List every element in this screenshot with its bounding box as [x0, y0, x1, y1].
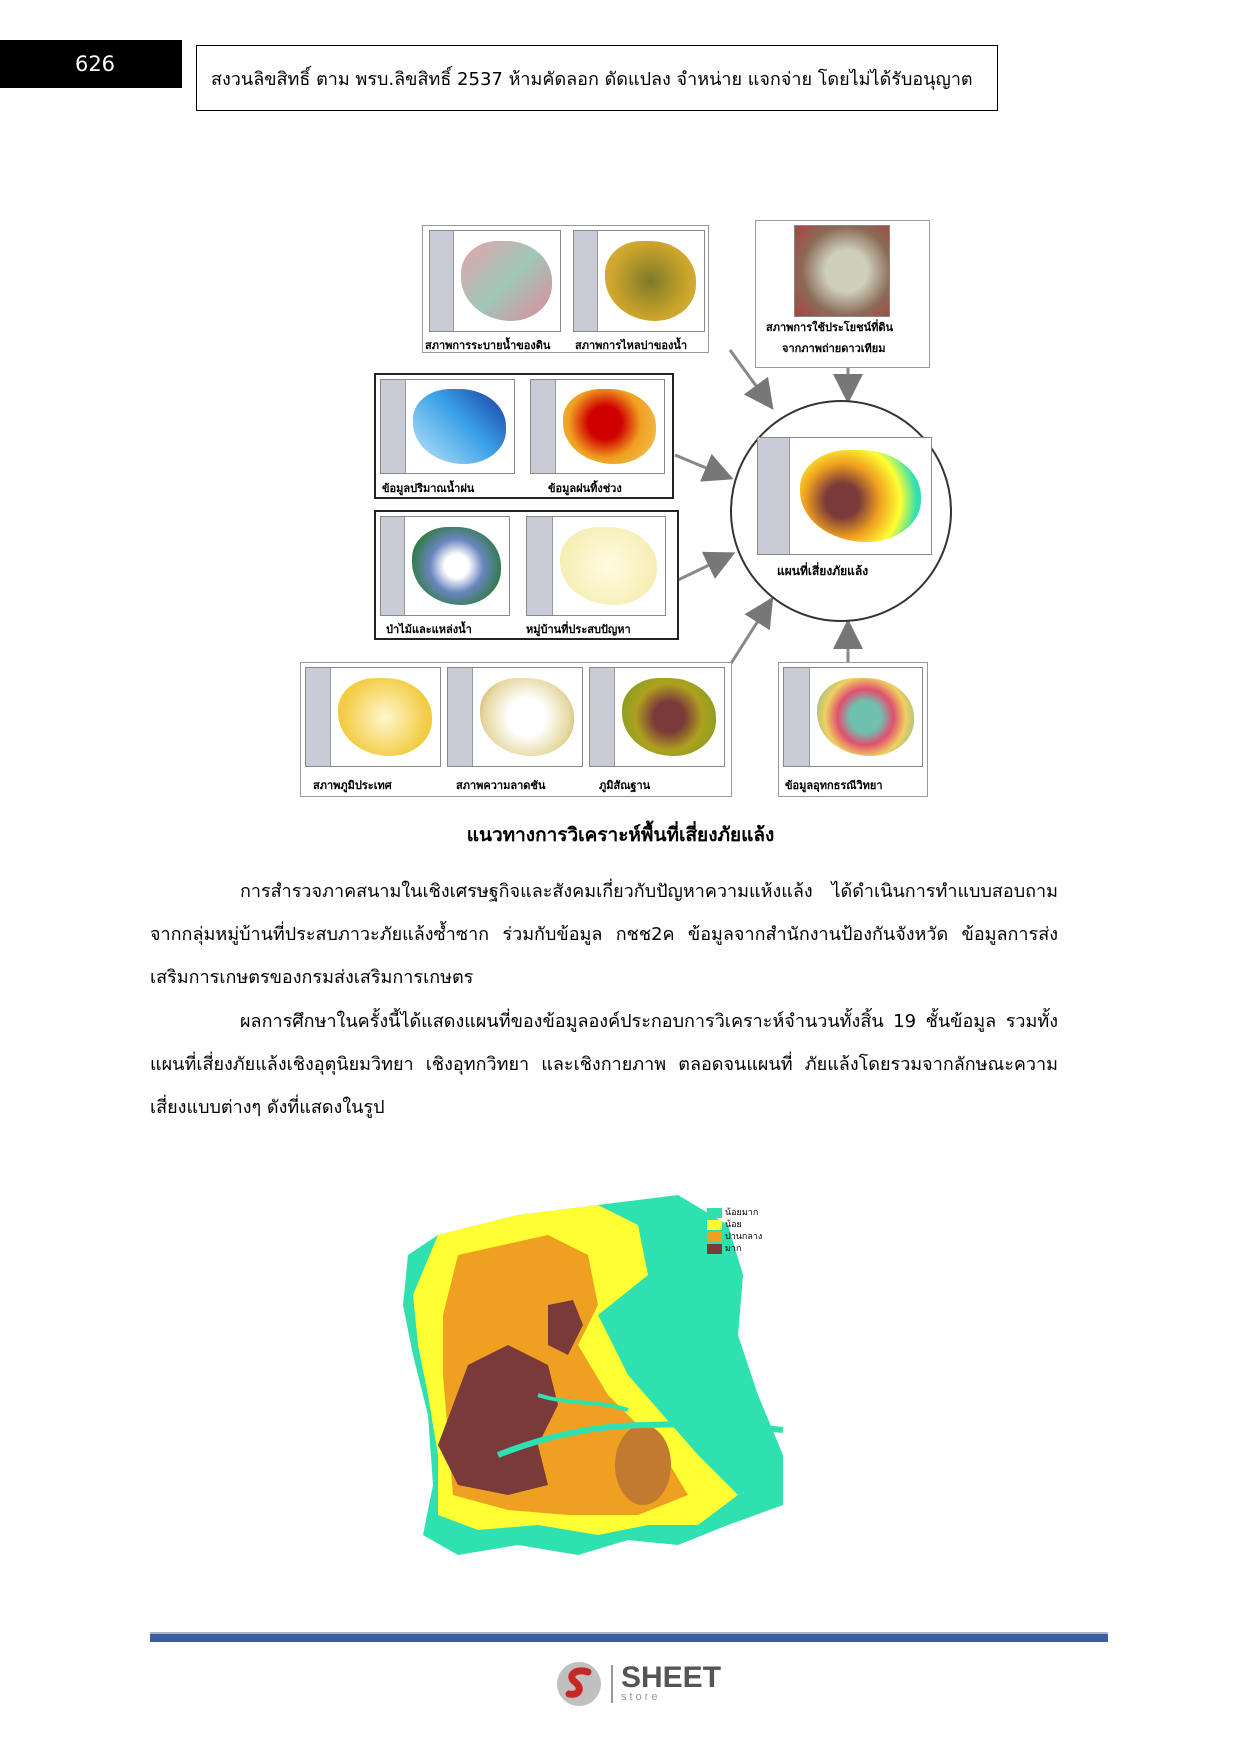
thumb-hydrogeology: [783, 667, 923, 767]
sheet-store-logo: [555, 1660, 721, 1708]
legend-item: ปานกลาง: [707, 1231, 762, 1243]
thumb-drainage: [429, 230, 561, 332]
thumb-geomorphology: [589, 667, 725, 767]
legend-item: น้อย: [707, 1219, 762, 1231]
paragraph-1: [150, 870, 1058, 999]
copyright-header: [196, 45, 998, 111]
caption-slope: สภาพความลาดชัน: [456, 779, 546, 792]
panel-hydrogeology: [778, 662, 928, 797]
thumb-dry-spell: [530, 379, 665, 474]
thumb-rainfall: [380, 379, 515, 474]
caption-forest-water: ป่าไม้และแหล่งน้ำ: [386, 623, 472, 636]
drought-analysis-diagram: [300, 215, 960, 800]
panel-rainfall: [374, 373, 674, 499]
panel-forest-villages: [374, 510, 679, 640]
legend-item: น้อยมาก: [707, 1207, 762, 1219]
footer-divider: [150, 1632, 1108, 1642]
thumb-drought-risk: [757, 437, 932, 555]
thumb-forest-water: [380, 516, 510, 616]
logo-s-icon: [555, 1660, 603, 1708]
page-number: 626: [0, 40, 182, 88]
caption-villages: หมู่บ้านที่ประสบปัญหา: [526, 623, 631, 636]
caption-dry-spell: ข้อมูลฝนทิ้งช่วง: [548, 482, 622, 495]
caption-water-flow: สภาพการไหลบ่าของน้ำ: [575, 339, 688, 352]
caption-land-use: สภาพการใช้ประโยชน์ที่ดิน: [766, 321, 894, 334]
paragraph-2-text: ผลการศึกษาในครั้งนี้ได้แสดงแผนที่ของข้อมูลองค์ประกอบการวิเคราะห์จำนวนทั้งสิ้น 19 ชั้นข้อมูล รวมทั้งแผนที่เสี่ยงภัยแล้งเชิงอุตุนิยมวิทยา เชิงอุทกวิทยา และเชิงกายภาพ ตลอดจนแผนที่ ภัยแล้งโดยรวมจากลักษณะความเสี่ยงแบบต่างๆ ดังที่แสดงในรูป: [150, 1011, 1058, 1118]
caption-land-use-line2: จากภาพถ่ายดาวเทียม: [782, 342, 886, 355]
map-legend: [707, 1207, 762, 1255]
paragraph-1-text: การสำรวจภาคสนามในเชิงเศรษฐกิจและสังคมเกี่ยวกับปัญหาความแห้งแล้ง ได้ดำเนินการทำแบบสอบถามจากกลุ่มหมู่บ้านที่ประสบภาวะภัยแล้งซ้ำซาก ร่วมกับข้อมูล กชช2ค ข้อมูลจากสำนักงานป้องกันจังหวัด ข้อมูลการส่งเสริมการเกษตรของกรมส่งเสริมการเกษตร: [150, 881, 1058, 988]
panel-terrain: [300, 662, 732, 797]
legend-item: มาก: [707, 1243, 762, 1255]
thumb-slope: [447, 667, 583, 767]
thumb-landform: [305, 667, 441, 767]
thumb-land-use: [794, 225, 890, 317]
caption-result: แผนที่เสี่ยงภัยแล้ง: [777, 564, 869, 578]
result-circle: [730, 400, 952, 622]
figure-title: แนวทางการวิเคราะห์พื้นที่เสี่ยงภัยแล้ง: [466, 824, 775, 846]
thumb-water-flow: [573, 230, 705, 332]
panel-drainage-flow: [422, 225, 709, 353]
caption-water-drainage: สภาพการระบายน้ำของดิน: [425, 339, 551, 352]
caption-rainfall: ข้อมูลปริมาณน้ำฝน: [382, 482, 475, 495]
thumb-villages: [526, 516, 666, 616]
copyright-text: สงวนลิขสิทธิ์ ตาม พรบ.ลิขสิทธิ์ 2537 ห้ามคัดลอก ดัดแปลง จำหน่าย แจกจ่าย โดยไม่ได้รับอนุญาต: [211, 68, 973, 90]
panel-land-use: [755, 220, 930, 368]
paragraph-2: [150, 1000, 1058, 1129]
caption-geomorphology: ภูมิสัณฐาน: [599, 779, 651, 792]
caption-hydrogeology: ข้อมูลอุทกธรณีวิทยา: [785, 779, 883, 792]
logo-sub: store: [621, 1691, 661, 1703]
caption-landform: สภาพภูมิประเทศ: [313, 779, 392, 792]
logo-text: SHEET: [621, 1661, 722, 1694]
